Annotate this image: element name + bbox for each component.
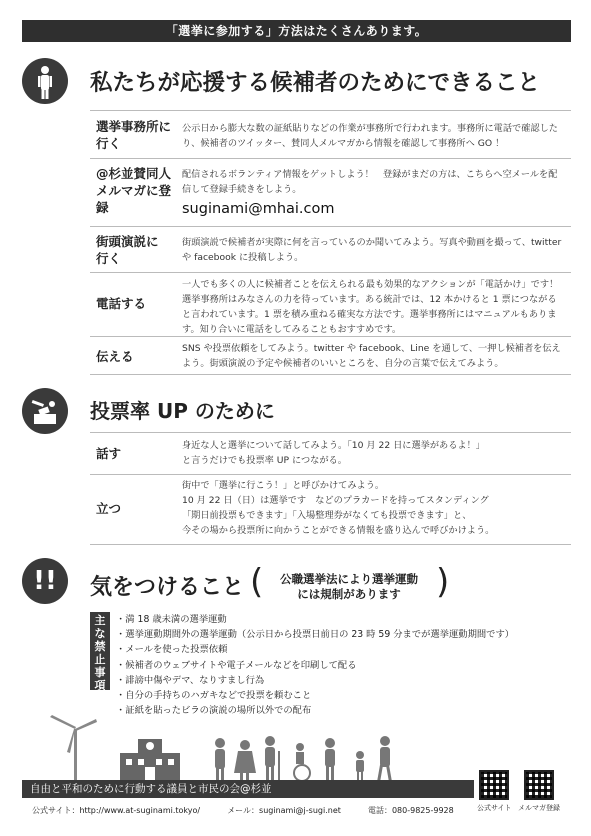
row-label: 伝える: [96, 349, 134, 364]
row-label: @杉並賛同人メルマガに登録: [96, 166, 172, 215]
regulation-note: [264, 572, 434, 602]
stand-line: 街中で「選挙に行こう！」と呼びかけてみよう。: [182, 480, 385, 491]
section3-title: 気をつけること: [90, 575, 245, 600]
qr-site-label: 公式サイト: [477, 804, 512, 812]
note-paren-right: ): [436, 562, 450, 602]
section2-title: 投票率 UP のために: [90, 399, 275, 423]
row-text: 公示日から膨大な数の証紙貼りなどの作業が事務所で行われます。事務所に電話で確認したり、候補者のツイッター、賛同人メルマガから情報を確認して事務所へ GO ！: [182, 123, 558, 149]
stand-line: 今その場から投票所に向かうことができる情報を盛り込んで呼びかけよう。: [182, 525, 495, 536]
stand-line: 「期日前投票もできます」「入場整理券がなくても投票できます」と、: [182, 510, 472, 521]
list-item: ・証紙を貼ったビラの演説の場所以外での配布: [116, 705, 312, 717]
talk-line: 身近な人と選挙について話してみよう。「10 月 22 日に選挙があるよ！」: [182, 440, 485, 451]
badge-char: 止: [94, 653, 106, 666]
list-item: ・誹謗中傷やデマ、なりすまし行為: [116, 674, 265, 686]
mail-link[interactable]: メール：suginami@j-sugi.net: [227, 806, 341, 815]
school-building-icon: [120, 739, 180, 781]
site-link[interactable]: 公式サイト：http://www.at-suginami.tokyo/: [32, 806, 201, 815]
list-item: ・メールを使った投票依頼: [116, 644, 228, 656]
townscape-illustration: [40, 715, 420, 781]
row-text: [182, 478, 565, 538]
row-street-speech: [90, 226, 571, 272]
row-text: 街頭演説で候補者が実際に何を言っているのか聞いてみよう。写真や動画を撮って、twitter や facebook に投稿しよう。: [182, 237, 562, 263]
section1-bottom-line: [90, 374, 571, 375]
top-banner: 「選挙に参加する」方法はたくさんあります。: [22, 20, 571, 42]
phone-number: 電話：080-9825-9928: [367, 806, 454, 815]
section2-bottom-line: [90, 544, 571, 545]
person-icon: [22, 58, 68, 104]
row-text: [182, 167, 565, 219]
row-label: 立つ: [96, 501, 122, 516]
talk-line: と言うだけでも投票率 UP につながる。: [182, 455, 347, 466]
row-text: 一人でも多くの人に候補者ことを伝えられる最も効果的なアクションが「電話かけ」です！選挙事務所はみなさんの力を待っています。ある統計では、12 本かけると 1 票につながると言われています。1 票を積み重ねる確実な方法です。選挙事務所にはマニュアルもあります。知り合いに電話をしてみることもおすすめです。: [182, 279, 559, 335]
prohibited-list: [116, 612, 514, 718]
row-label: 電話する: [96, 296, 147, 311]
row-mailmag: [90, 158, 571, 226]
note-line: には規制があります: [297, 587, 401, 601]
badge-char: 主: [94, 614, 106, 627]
exclamation-icon: !!: [22, 558, 68, 604]
row-text: [182, 438, 565, 468]
row-text: SNS や投票依頼をしてみよう。twitter や facebook、Line を通して、一押し候補者を伝えよう。街頭演説の予定や候補者のいいところを、自分の言葉で伝えてみよう。: [182, 343, 561, 369]
row-label: 話す: [96, 446, 122, 461]
badge-char: 禁: [94, 640, 106, 653]
badge-char: 事: [94, 666, 106, 679]
people-icons: [215, 736, 392, 781]
mailmag-text: 配信されるボランティア情報をゲットしよう！ 登録がまだの方は、こちらへ空メールを配信して登録手続きをしよう。: [182, 169, 558, 195]
stand-line: 10 月 22 日（日）は選挙です などのプラカードを持ってスタンディング: [182, 495, 489, 506]
row-election-office: [90, 110, 571, 158]
footer-org-bar: 自由と平和のために行動する議員と市民の会@杉並: [22, 780, 474, 798]
note-line: 公職選挙法により選挙運動: [280, 572, 418, 586]
mailmag-email: suginami@mhai.com: [182, 201, 335, 217]
row-tell: [90, 336, 571, 374]
qr-mailmag-label: メルマガ登録: [518, 804, 560, 812]
row-talk: [90, 432, 571, 474]
badge-char: な: [94, 627, 106, 640]
section1-title: 私たちが応援する候補者のためにできること: [90, 70, 541, 96]
list-item: ・満 18 歳未満の選挙運動: [116, 614, 227, 625]
row-label: 選挙事務所に行く: [96, 119, 172, 151]
qr-code-mailmag: [524, 770, 554, 800]
windmill-icon: [50, 715, 97, 781]
note-paren-left: (: [250, 562, 264, 602]
list-item: ・自分の手持ちのハガキなどで投票を頼むこと: [116, 690, 312, 702]
row-label: 街頭演説に行く: [96, 234, 159, 266]
list-item: ・選挙運動期間外の選挙運動（公示日から投票日前日の 23 時 59 分までが選挙運動期間です）: [116, 629, 515, 641]
prohibited-badge: [90, 612, 110, 690]
row-stand: [90, 474, 571, 544]
badge-char: 項: [94, 679, 106, 692]
list-item: ・候補者のウェブサイトや電子メールなどを印刷して配る: [116, 659, 357, 671]
footer-contact: [32, 805, 454, 816]
ballot-box-icon: [22, 388, 68, 434]
qr-code-site: [479, 770, 509, 800]
row-phone: [90, 272, 571, 336]
